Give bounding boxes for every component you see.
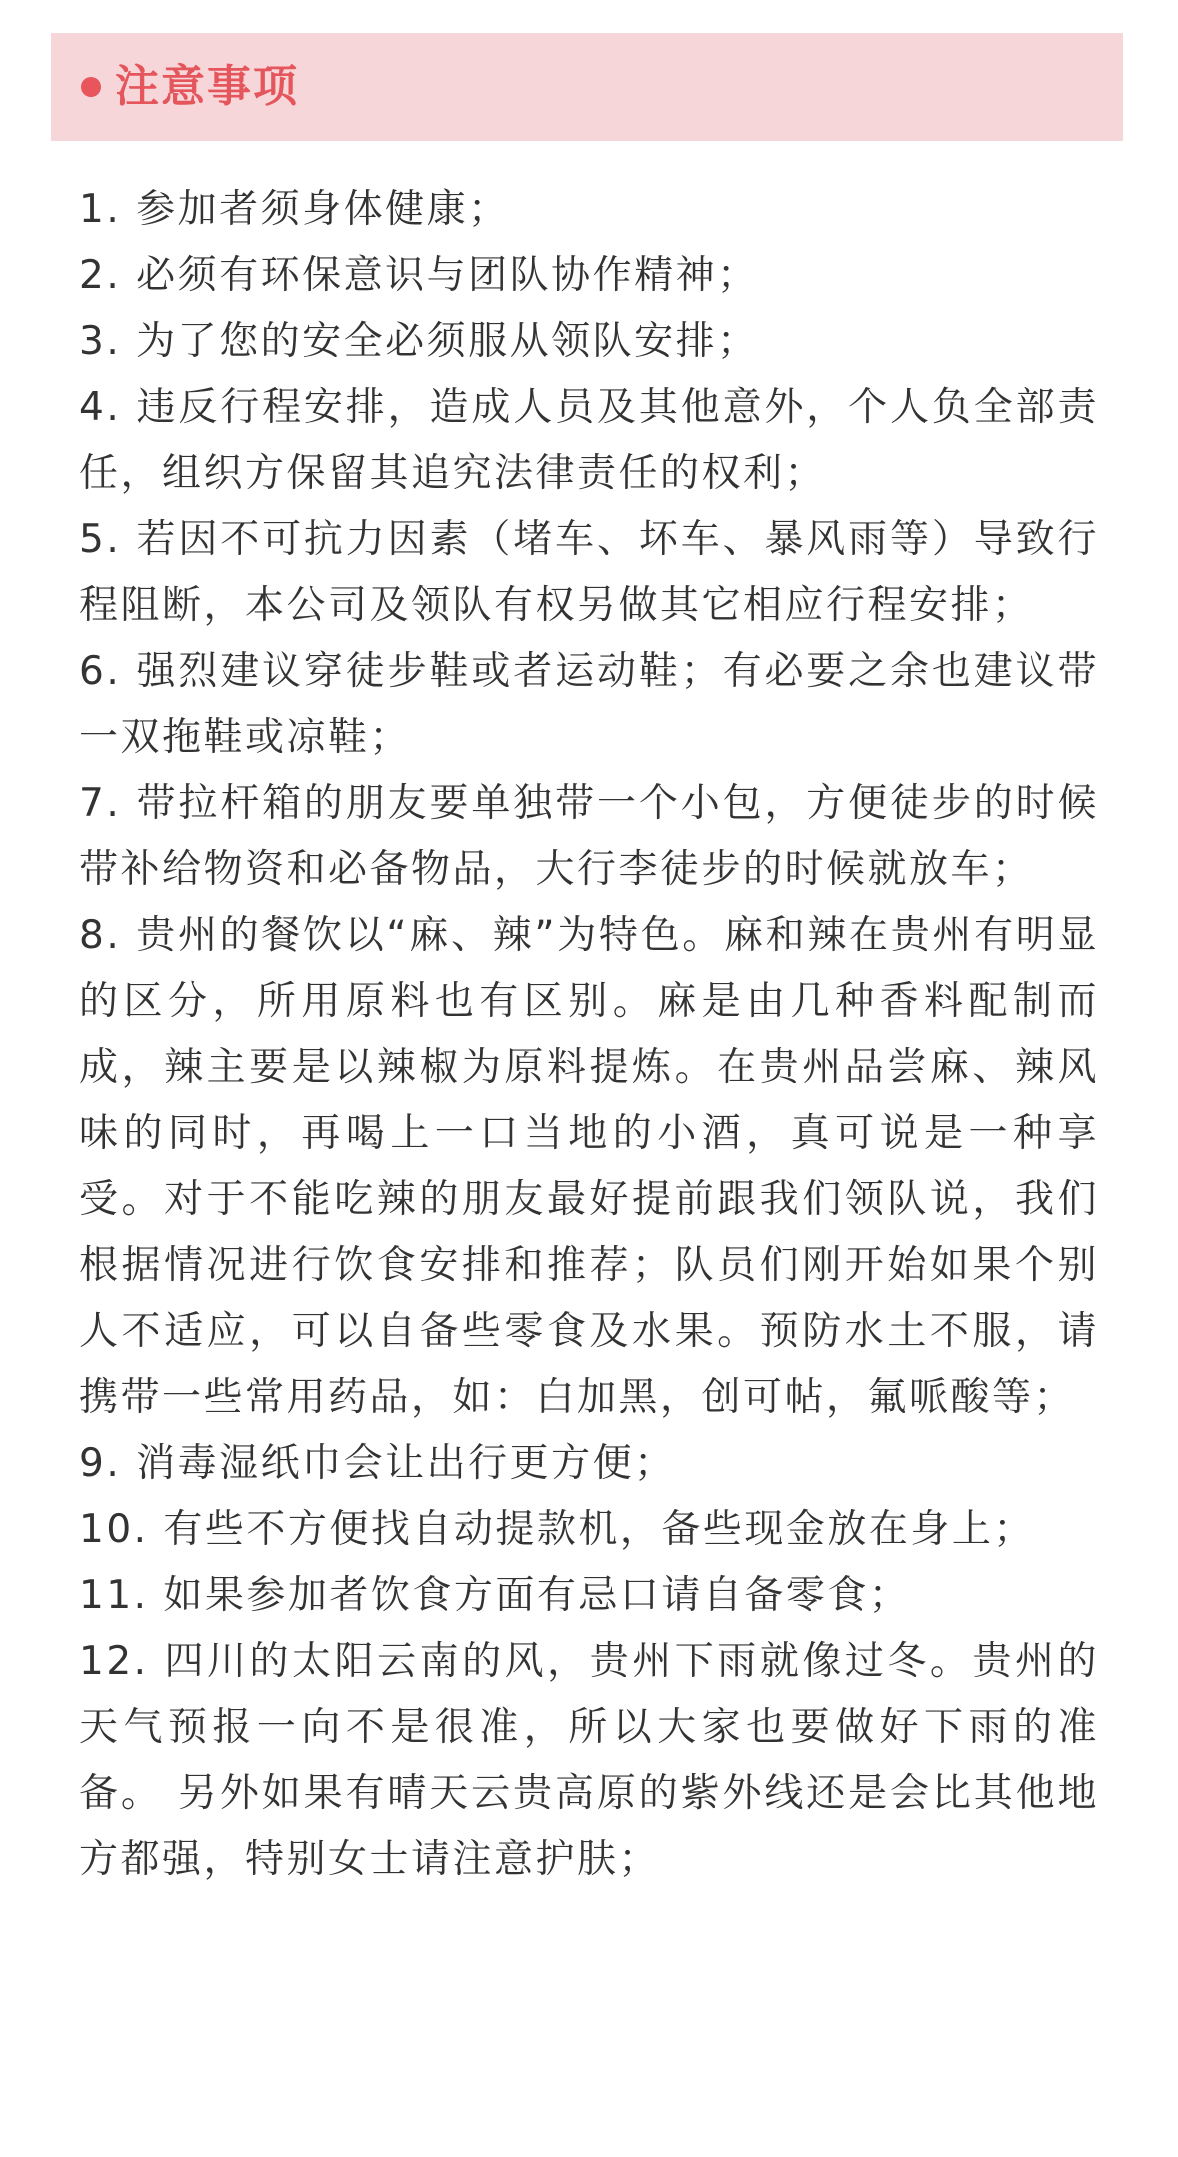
notice-item-1: 1. 参加者须身体健康； xyxy=(79,187,510,232)
dot-icon xyxy=(81,77,101,97)
notice-item-4: 4. 违反行程安排，造成人员及其他意外，个人负全部责任，组织方保留其追究法律责任的权利； xyxy=(79,385,1099,496)
notice-item-3: 3. 为了您的安全必须服从领队安排； xyxy=(79,319,759,364)
notice-item-5: 5. 若因不可抗力因素（堵车、坏车、暴风雨等）导致行程阻断，本公司及领队有权另做其它相应行程安排； xyxy=(79,517,1099,628)
notice-item-10: 10. 有些不方便找自动提款机，备些现金放在身上； xyxy=(79,1507,1035,1552)
notice-header xyxy=(51,33,1123,141)
notice-list xyxy=(79,177,1099,1893)
section-title: 注意事项 xyxy=(115,61,299,112)
notice-item-9: 9. 消毒湿纸巾会让出行更方便； xyxy=(79,1441,676,1486)
notice-item-7: 7. 带拉杆箱的朋友要单独带一个小包，方便徒步的时候带补给物资和必备物品，大行李徒步的时候就放车； xyxy=(79,781,1099,892)
notice-item-6: 6. 强烈建议穿徒步鞋或者运动鞋；有必要之余也建议带一双拖鞋或凉鞋； xyxy=(79,649,1099,760)
notice-item-11: 11. 如果参加者饮食方面有忌口请自备零食； xyxy=(79,1573,911,1618)
notice-item-2: 2. 必须有环保意识与团队协作精神； xyxy=(79,253,759,298)
notice-item-12: 12. 四川的太阳云南的风，贵州下雨就像过冬。贵州的天气预报一向不是很准，所以大家也要做好下雨的准备。 另外如果有晴天云贵高原的紫外线还是会比其他地方都强，特别女士请注意护肤； xyxy=(79,1639,1099,1882)
notice-item-8: 8. 贵州的餐饮以“麻、辣”为特色。麻和辣在贵州有明显的区分，所用原料也有区别。麻是由几种香料配制而成，辣主要是以辣椒为原料提炼。在贵州品尝麻、辣风味的同时，再喝上一口当地的小酒，真可说是一种享受。对于不能吃辣的朋友最好提前跟我们领队说，我们根据情况进行饮食安排和推荐；队员们刚开始如果个别人不适应，可以自备些零食及水果。预防水土不服，请携带一些常用药品，如：白加黑，创可帖，氟哌酸等； xyxy=(79,913,1099,1420)
